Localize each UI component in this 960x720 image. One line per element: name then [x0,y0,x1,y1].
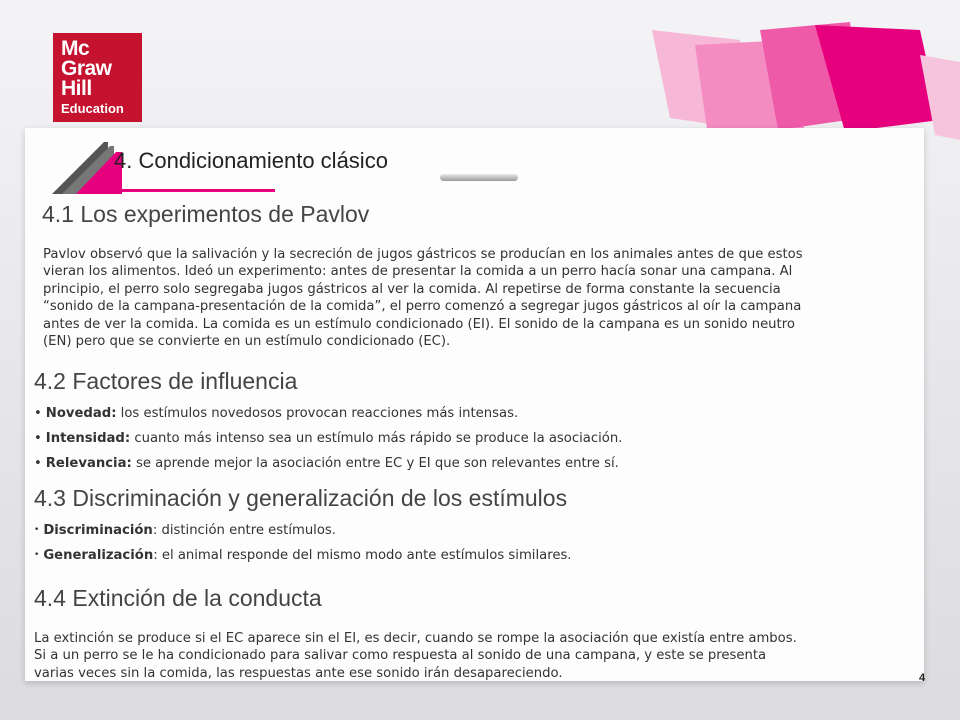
page-number: 4 [919,672,926,684]
mcgraw-hill-logo: Mc Graw Hill Education [53,33,142,122]
list-item: • Relevancia: se aprende mejor la asociación entre EC y EI que son relevantes entre sí. [34,456,619,471]
list-item: • Novedad: los estímulos novedosos provocan reacciones más intensas. [34,406,519,421]
decorative-pill [440,174,518,181]
list-item: • Intensidad: cuanto más intenso sea un estímulo más rápido se produce la asociación. [34,431,623,446]
heading-4-1: 4.1 Los experimentos de Pavlov [42,201,370,227]
title-underline [108,189,275,192]
section-title: 4. Condicionamiento clásico [114,148,388,173]
discrimination-list [34,523,572,573]
paragraph-extinction: La extinción se produce si el EC aparece sin el EI, es decir, cuando se rompe la asociación que existía entre ambos. Si a un perro se le ha condicionado para salivar como respuesta al sonido de una campana, y este se presenta varias veces sin la comida, las respuestas ante ese sonido irán desapareciendo. [34,631,797,681]
paragraph-pavlov: Pavlov observó que la salivación y la secreción de jugos gástricos se producían en los animales antes de que estos vieran los alimentos. Ideó un experimento: antes de presentar la comida a un perro hacía sonar una campana. Al principio, el perro solo segregaba jugos gástricos al ver la comida. Al repetirse de forma constante la secuencia “sonido de la campana-presentación de la comida”, el perro comenzó a segregar jugos gástricos al oír la campana antes de ver la comida. La comida es un estímulo condicionado (EI). El sonido de la campana es un sonido neutro (EN) pero que se convierte en un estímulo condicionado (EC). [43,247,803,350]
section-marker-triangle [52,142,122,194]
list-item: • Generalización: el animal responde del mismo modo ante estímulos similares. [34,548,572,563]
list-item: • Discriminación: distinción entre estímulos. [34,523,336,538]
heading-4-4: 4.4 Extinción de la conducta [34,585,322,611]
heading-4-3: 4.3 Discriminación y generalización de los estímulos [34,485,568,511]
heading-4-2: 4.2 Factores de influencia [34,368,298,394]
influence-factors-list [34,406,622,481]
